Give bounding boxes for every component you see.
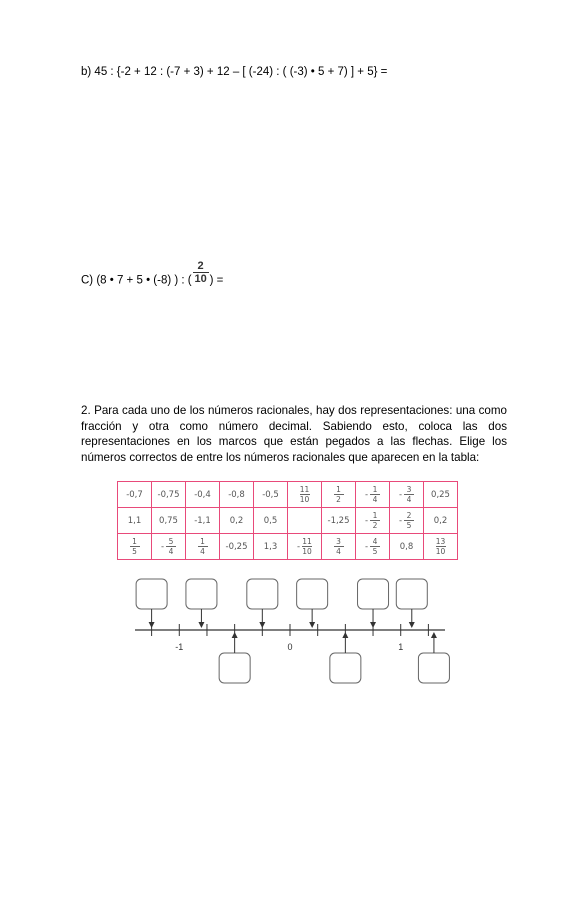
arrow-up-icon — [431, 632, 437, 638]
fraction-numerator: 2 — [197, 260, 204, 272]
table-cell — [356, 534, 390, 560]
fraction — [166, 537, 176, 556]
fraction-numerator: 1 — [200, 537, 205, 546]
number-line — [130, 575, 450, 687]
exercise-c-fraction — [193, 260, 209, 285]
fraction-denominator: 4 — [406, 495, 412, 504]
answer-box — [186, 579, 217, 609]
table-cell — [118, 482, 152, 508]
arrow-down-icon — [409, 622, 415, 628]
fraction — [130, 537, 140, 556]
fraction — [404, 485, 414, 504]
table-row — [118, 482, 458, 508]
fraction-numerator: 3 — [336, 537, 341, 546]
table-cell — [254, 534, 288, 560]
table-cell — [288, 508, 322, 534]
table-cell — [220, 508, 254, 534]
table-cell — [322, 534, 356, 560]
answer-box — [330, 653, 361, 683]
fraction-denominator: 2 — [336, 495, 341, 504]
axis-label: 1 — [398, 642, 404, 652]
table-cell — [356, 508, 390, 534]
cell-value: 0,2 — [433, 515, 448, 526]
fraction — [370, 537, 380, 556]
fraction-numerator: 11 — [299, 485, 310, 494]
fraction — [198, 537, 208, 556]
exercise-c-prefix: C) (8 • 7 + 5 • (-8) ) : ( — [81, 274, 192, 287]
answer-box — [136, 579, 167, 609]
table-cell — [424, 482, 458, 508]
fraction-denominator: 5 — [372, 547, 378, 556]
cell-value: 1,3 — [263, 541, 278, 552]
arrow-down-icon — [309, 622, 315, 628]
arrow-down-icon — [259, 622, 265, 628]
fraction-denominator: 4 — [200, 547, 205, 556]
cell-value: -0,8 — [228, 489, 245, 500]
exercise-c — [81, 260, 224, 293]
fraction-sign: - — [398, 515, 403, 526]
fraction-numerator: 11 — [302, 537, 312, 546]
fraction-sign: - — [364, 489, 369, 500]
fraction-denominator: 4 — [336, 547, 341, 556]
fraction — [370, 485, 380, 504]
exercise-b: b) 45 : {-2 + 12 : (-7 + 3) + 12 – [ (-24) : ( (-3) • 5 + 7) ] + 5} = — [81, 66, 388, 78]
problem-2-statement — [81, 403, 507, 465]
fraction — [334, 485, 344, 504]
answer-box — [396, 579, 427, 609]
arrow-up-icon — [232, 632, 238, 638]
table-cell — [390, 508, 424, 534]
fraction-sign: - — [160, 541, 165, 552]
answer-box — [219, 653, 250, 683]
arrow-up-icon — [342, 632, 348, 638]
table-cell — [186, 508, 220, 534]
table-cell — [288, 534, 322, 560]
table-cell — [254, 508, 288, 534]
table-cell — [152, 482, 186, 508]
table-cell — [118, 534, 152, 560]
fraction-sign: - — [364, 515, 369, 526]
fraction-denominator: 5 — [132, 547, 137, 556]
fraction-numerator: 1 — [132, 537, 137, 546]
answer-box — [358, 579, 389, 609]
answer-box — [247, 579, 278, 609]
cell-value: -0,75 — [157, 489, 180, 500]
fraction-numerator: 13 — [435, 537, 446, 546]
cell-value: 0,8 — [399, 541, 414, 552]
arrow-down-icon — [149, 622, 155, 628]
axis-label: -1 — [175, 642, 184, 652]
table-cell — [288, 482, 322, 508]
fraction — [300, 485, 310, 504]
cell-value: -0,4 — [194, 489, 211, 500]
table-cell — [186, 482, 220, 508]
table-cell — [118, 508, 152, 534]
table-cell — [356, 482, 390, 508]
fraction-denominator: 10 — [435, 547, 446, 556]
cell-value: -1,1 — [194, 515, 211, 526]
fraction — [370, 511, 380, 530]
fraction-numerator: 2 — [406, 511, 412, 520]
table-cell — [424, 508, 458, 534]
cell-value: 0,25 — [431, 489, 450, 500]
table-cell — [390, 482, 424, 508]
cell-value: -0,25 — [225, 541, 248, 552]
fraction-numerator: 4 — [372, 537, 378, 546]
fraction-sign: - — [364, 541, 369, 552]
cell-value: 1,1 — [127, 515, 142, 526]
table-row — [118, 534, 458, 560]
cell-value: -0,7 — [126, 489, 143, 500]
fraction-denominator: 10 — [194, 273, 207, 285]
fraction — [436, 537, 446, 556]
fraction-denominator: 5 — [406, 521, 412, 530]
answer-box — [297, 579, 328, 609]
table-cell — [322, 508, 356, 534]
fraction-denominator: 4 — [168, 547, 174, 556]
answer-box — [418, 653, 449, 683]
table-cell — [220, 482, 254, 508]
cell-value: 0,2 — [229, 515, 244, 526]
fraction — [302, 537, 312, 556]
table-cell — [254, 482, 288, 508]
fraction-denominator: 10 — [302, 547, 312, 556]
table-cell — [152, 508, 186, 534]
rational-numbers-table — [117, 481, 458, 560]
table-cell — [424, 534, 458, 560]
table-cell — [322, 482, 356, 508]
table-cell — [186, 534, 220, 560]
fraction — [334, 537, 344, 556]
table-cell — [390, 534, 424, 560]
cell-value: -1,25 — [327, 515, 350, 526]
fraction-numerator: 5 — [168, 537, 174, 546]
table-cell — [220, 534, 254, 560]
table-row — [118, 508, 458, 534]
fraction-numerator: 1 — [372, 485, 378, 494]
cell-value: 0,75 — [159, 515, 178, 526]
fraction-denominator: 4 — [372, 495, 378, 504]
cell-value: -0,5 — [262, 489, 279, 500]
fraction-denominator: 10 — [299, 495, 310, 504]
fraction-denominator: 2 — [372, 521, 378, 530]
exercise-c-suffix: ) = — [209, 274, 224, 287]
fraction-numerator: 3 — [406, 485, 412, 494]
fraction — [404, 511, 414, 530]
table-cell — [152, 534, 186, 560]
fraction-numerator: 1 — [372, 511, 378, 520]
problem-2-text: 2. Para cada uno de los números racionales, hay dos representaciones: una como fracción y otra como número decimal. Sabiendo esto, coloca las dos representaciones en los marcos que están pegados a las flechas. Elige los números correctos de entre los números racionales que aparecen en la tabla: — [81, 404, 507, 464]
arrow-down-icon — [198, 622, 204, 628]
fraction-sign: - — [296, 541, 301, 552]
cell-value: 0,5 — [263, 515, 278, 526]
arrow-down-icon — [370, 622, 376, 628]
axis-label: 0 — [287, 642, 293, 652]
fraction-sign: - — [398, 489, 403, 500]
fraction-numerator: 1 — [336, 485, 341, 494]
